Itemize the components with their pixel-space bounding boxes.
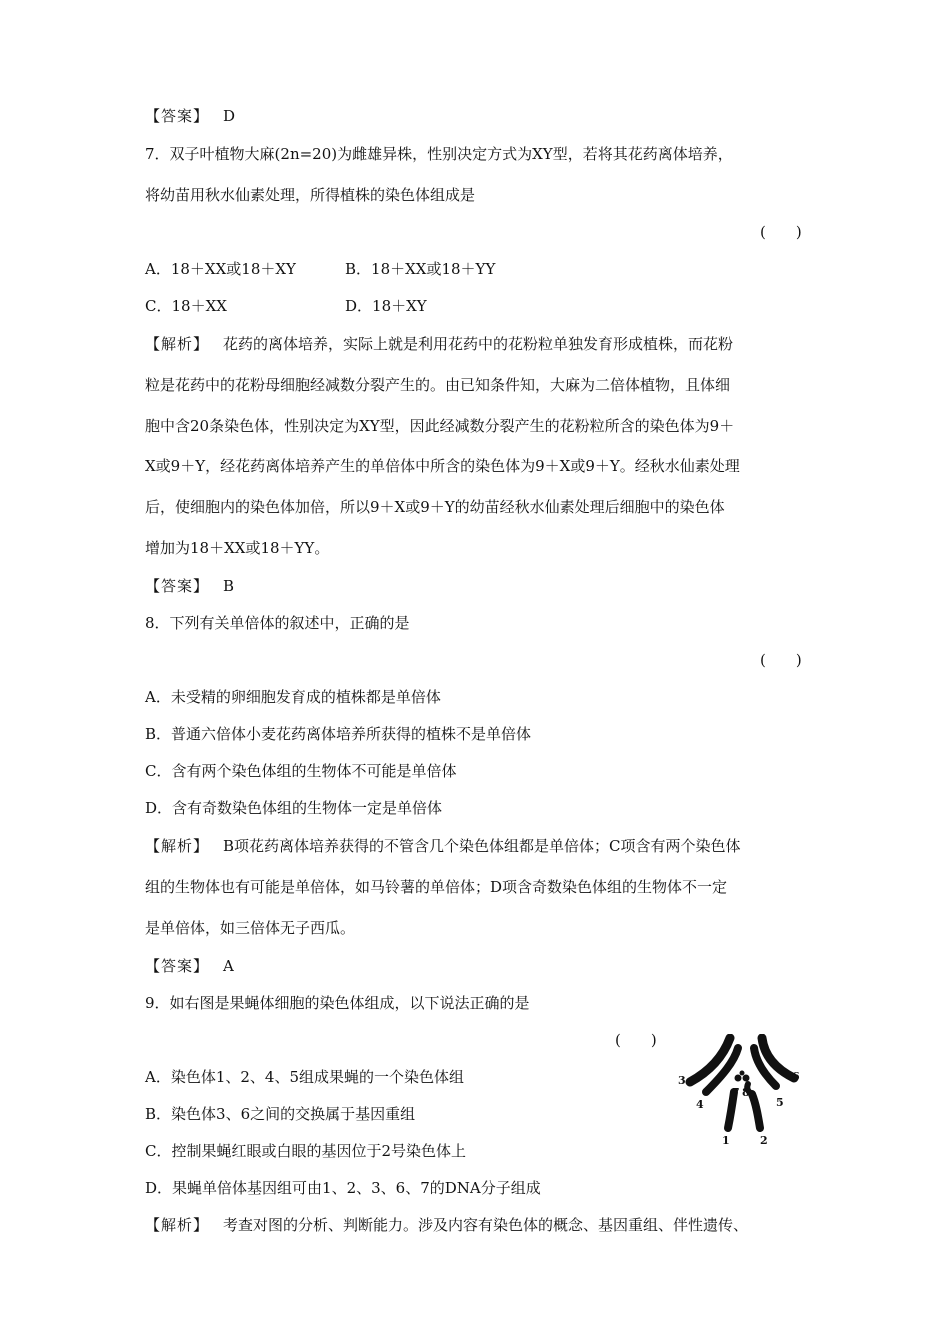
- chromosome-8: [743, 1075, 750, 1082]
- q7-option-d: D．18＋XY: [345, 297, 427, 315]
- q8-option-a: A．未受精的卵细胞发育成的植株都是单倍体: [145, 688, 441, 706]
- label-2: 2: [760, 1134, 768, 1146]
- q8-option-d: D．含有奇数染色体组的生物体一定是单倍体: [145, 799, 443, 817]
- q9-stem: 9．如右图是果蝇体细胞的染色体组成，以下说法正确的是: [145, 994, 530, 1012]
- q6-answer: [145, 106, 235, 126]
- q7-options-ab: [145, 259, 496, 279]
- label-7: 7: [732, 1086, 740, 1099]
- q7-stem-line1: 7．双子叶植物大麻(2n=20)为雌雄异株，性别决定方式为XY型，若将其花药离体培养，: [145, 145, 733, 163]
- q7-analysis-line1: [145, 334, 733, 354]
- q7-answer: [145, 576, 234, 596]
- q7-option-a: A．18＋XX或18＋XY: [145, 260, 296, 278]
- q7-analysis-line5: 后，使细胞内的染色体加倍，所以9＋X或9＋Y的幼苗经秋水仙素处理后细胞中的染色体: [145, 498, 725, 516]
- analysis-label: 【解析】: [145, 335, 210, 353]
- label-3: 3: [678, 1074, 686, 1087]
- q7-option-b: B．18＋XX或18＋YY: [345, 260, 496, 278]
- q7-analysis-line4: X或9＋Y，经花药离体培养产生的单倍体中所含的染色体为9＋X或9＋Y。经秋水仙素处理: [145, 457, 740, 475]
- analysis-label: 【解析】: [145, 1216, 210, 1234]
- chromosome-diagram: [672, 1034, 812, 1146]
- q9-option-c: C．控制果蝇红眼或白眼的基因位于2号染色体上: [145, 1142, 467, 1160]
- chromosome-2: [752, 1094, 760, 1128]
- analysis-text: B项花药离体培养获得的不管含几个染色体组都是单倍体；C项含有两个染色体: [223, 837, 741, 855]
- q7-option-c: C．18＋XX: [145, 297, 227, 315]
- q8-analysis-line2: 组的生物体也有可能是单倍体，如马铃薯的单倍体；D项含奇数染色体组的生物体不一定: [145, 878, 728, 896]
- chromosome-figure: [672, 1034, 812, 1146]
- chromosome-7: [735, 1075, 742, 1082]
- label-6: 6: [792, 1070, 800, 1083]
- chromosome-7b: [740, 1071, 745, 1076]
- q8-option-b: B．普通六倍体小麦花药离体培养所获得的植株不是单倍体: [145, 725, 532, 743]
- q7-analysis-line2: 粒是花药中的花粉母细胞经减数分裂产生的。由已知条件知，大麻为二倍体植物，且体细: [145, 376, 731, 394]
- q9-answer-blank: ( ): [615, 1031, 657, 1049]
- q9-option-a: A．染色体1、2、4、5组成果蝇的一个染色体组: [145, 1068, 465, 1086]
- q8-analysis-line3: 是单倍体，如三倍体无子西瓜。: [145, 919, 356, 937]
- q8-stem: 8．下列有关单倍体的叙述中，正确的是: [145, 614, 410, 632]
- answer-value: B: [223, 577, 235, 595]
- q8-analysis-line1: [145, 836, 741, 856]
- q7-analysis-line6: 增加为18＋XX或18＋YY。: [145, 539, 330, 557]
- analysis-text: 考查对图的分析、判断能力。涉及内容有染色体的概念、基因重组、伴性遗传、: [223, 1216, 749, 1234]
- label-1: 1: [722, 1134, 730, 1146]
- q8-answer-blank: ( ): [760, 651, 802, 669]
- q9-option-b: B．染色体3、6之间的交换属于基因重组: [145, 1105, 416, 1123]
- answer-label: 【答案】: [145, 577, 210, 595]
- q7-analysis-line3: 胞中含20条染色体，性别决定为XY型，因此经减数分裂产生的花粉粒所含的染色体为9＋: [145, 417, 735, 435]
- q7-stem-line2: 将幼苗用秋水仙素处理，所得植株的染色体组成是: [145, 186, 476, 204]
- q7-options-cd: [145, 296, 427, 316]
- answer-value: A: [223, 957, 234, 975]
- analysis-label: 【解析】: [145, 837, 210, 855]
- label-4: 4: [696, 1098, 704, 1111]
- answer-label: 【答案】: [145, 957, 210, 975]
- label-8: 8: [742, 1086, 750, 1099]
- label-5: 5: [776, 1096, 784, 1109]
- q9-analysis-line1: [145, 1215, 748, 1235]
- answer-label: 【答案】: [145, 107, 210, 125]
- answer-value: D: [223, 107, 236, 125]
- q9-option-d: D．果蝇单倍体基因组可由1、2、3、6、7的DNA分子组成: [145, 1179, 541, 1197]
- q8-option-c: C．含有两个染色体组的生物体不可能是单倍体: [145, 762, 457, 780]
- q7-answer-blank: ( ): [760, 223, 802, 241]
- analysis-text: 花药的离体培养，实际上就是利用花药中的花粉粒单独发育形成植株，而花粉: [223, 335, 734, 353]
- q8-answer: [145, 956, 234, 976]
